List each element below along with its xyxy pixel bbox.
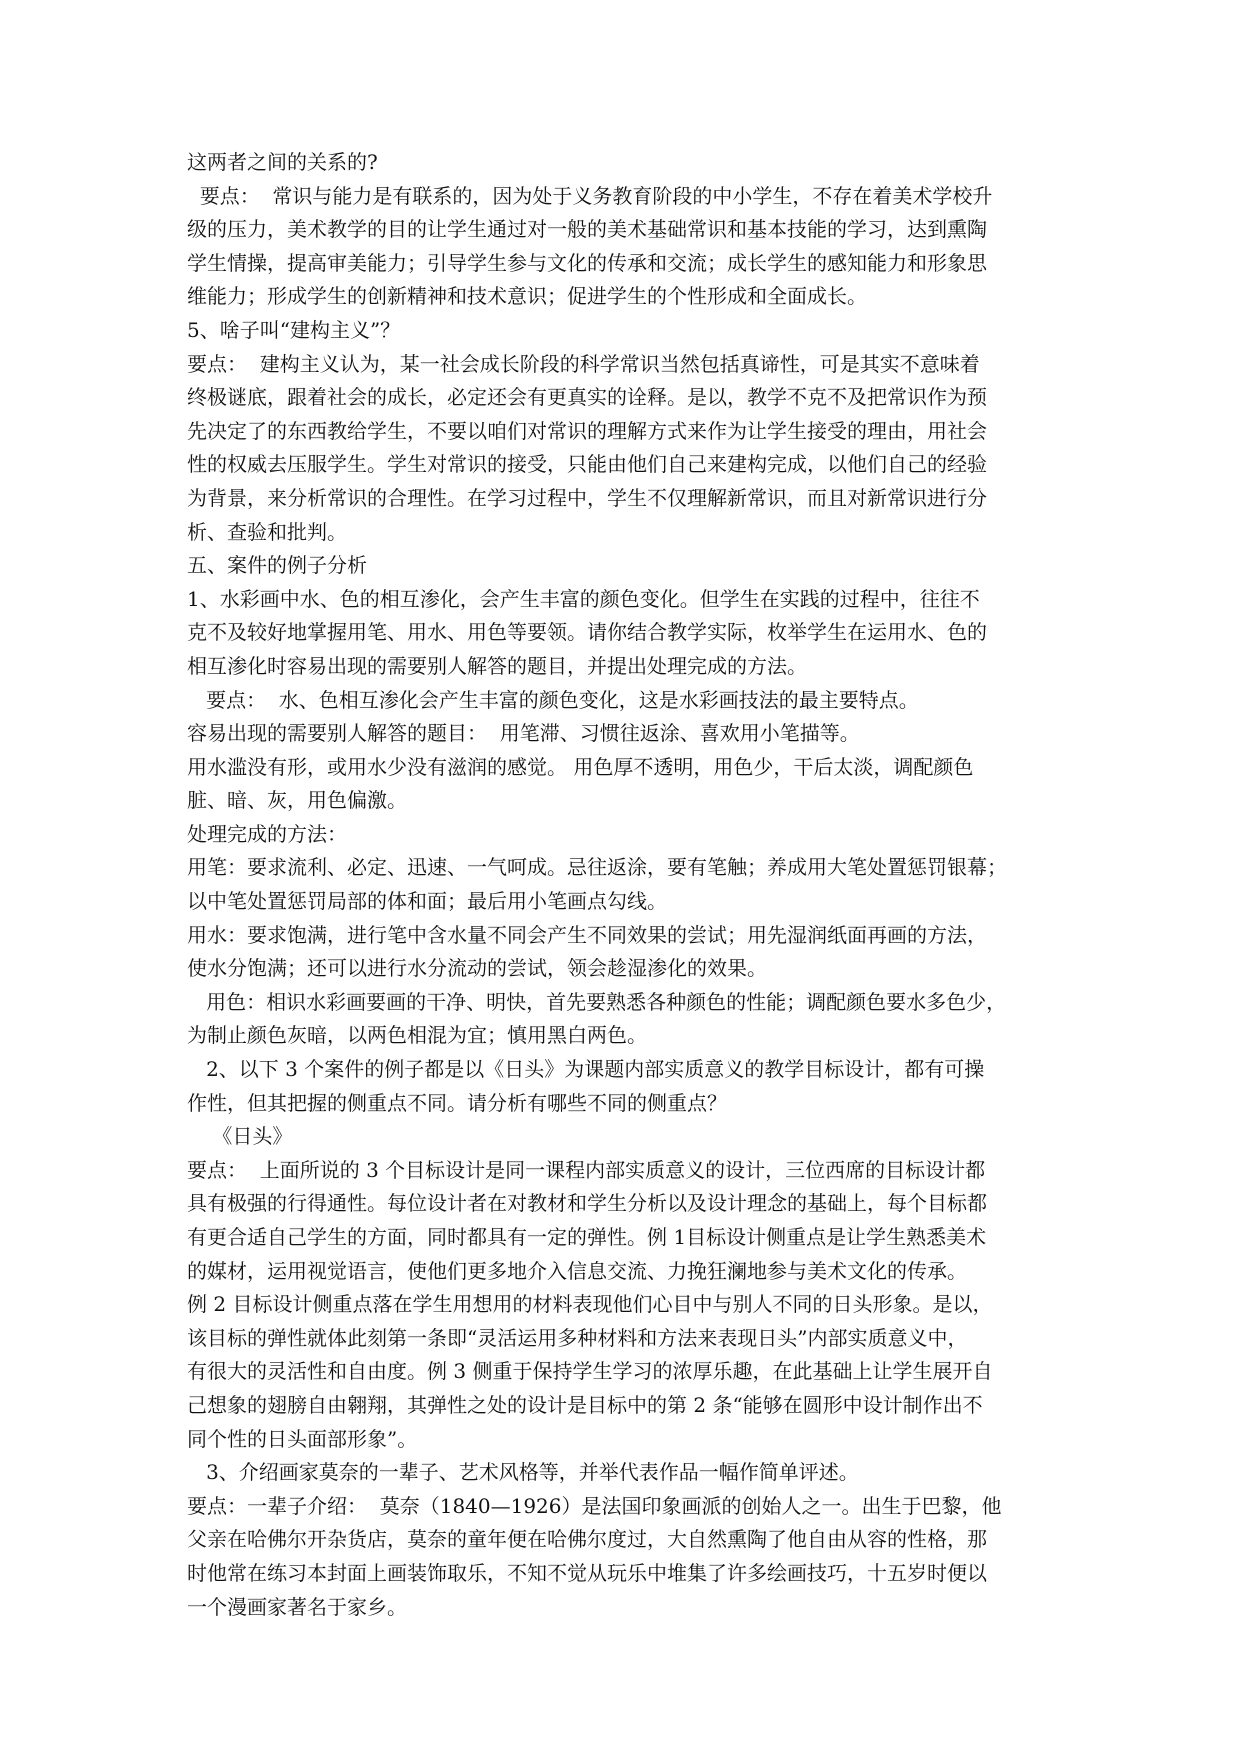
text-line: 有更合适自己学生的方面，同时都具有一定的弹性。例 1目标设计侧重点是让学生熟悉美术 [187, 1225, 987, 1249]
text-line: 作性，但其把握的侧重点不同。请分析有哪些不同的侧重点？ [187, 1090, 727, 1115]
text-line: 时他常在练习本封面上画装饰取乐，不知不觉从玩乐中堆集了许多绘画技巧，十五岁时便以 [187, 1560, 987, 1585]
text-line: 一个漫画家著名于家乡。 [187, 1594, 407, 1619]
text-line: 1、水彩画中水、色的相互渗化，会产生丰富的颜色变化。但学生在实践的过程中，往往不 [187, 586, 980, 611]
section-heading: 五、案件的例子分析 [187, 553, 367, 578]
text-line: 用色：相识水彩画要画的干净、明快，首先要熟悉各种颜色的性能；调配颜色要水多色少， [187, 989, 1007, 1014]
text-line: 要点： 水、色相互渗化会产生丰富的颜色变化，这是水彩画技法的最主要特点。 [187, 687, 919, 712]
text-line: 维能力；形成学生的创新精神和技术意识；促进学生的个性形成和全面成长。 [187, 284, 867, 309]
text-line: 为背景，来分析常识的合理性。在学习过程中，学生不仅理解新常识，而且对新常识进行分 [187, 485, 987, 510]
text-line: 性的权威去压服学生。学生对常识的接受，只能由他们自己来建构完成，以他们自己的经验 [187, 452, 987, 477]
text-line: 例 2 目标设计侧重点落在学生用想用的材料表现他们心目中与别人不同的日头形象。是以， [187, 1292, 993, 1317]
text-line: 使水分饱满；还可以进行水分流动的尝试，领会趁湿渗化的效果。 [187, 956, 767, 981]
text-line: 处理完成的方法： [187, 821, 347, 846]
text-line: 相互渗化时容易出现的需要别人解答的题目，并提出处理完成的方法。 [187, 653, 807, 678]
text-line: 有很大的灵活性和自由度。例 3 侧重于保持学生学习的浓厚乐趣，在此基础上让学生展开自 [187, 1359, 993, 1384]
text-line: 脏、暗、灰，用色偏激。 [187, 788, 407, 813]
text-line: 同个性的日头面部形象”。 [187, 1426, 418, 1451]
text-line: 以中笔处置惩罚局部的体和面；最后用小笔画点勾线。 [187, 889, 667, 914]
text-line: 先决定了的东西教给学生，不要以咱们对常识的理解方式来作为让学生接受的理由，用社会 [187, 418, 987, 443]
text-line: 要点： 上面所说的 3 个目标设计是同一课程内部实质意义的设计，三位西席的目标设计都 [187, 1157, 986, 1182]
text-line: 己想象的翅膀自由翱翔，其弹性之处的设计是目标中的第 2 条“能够在圆形中设计制作出不 [187, 1392, 983, 1417]
text-line: 学生情操，提高审美能力；引导学生参与文化的传承和交流；成长学生的感知能力和形象思 [187, 250, 987, 275]
text-line: 用笔：要求流利、必定、迅速、一气呵成。忌往返涂，要有笔触；养成用大笔处置惩罚银幕； [187, 855, 1007, 880]
text-line: 的媒材，运用视觉语言，使他们更多地介入信息交流、力挽狂澜地参与美术文化的传承。 [187, 1258, 967, 1283]
text-line: 用水滥没有形，或用水少没有滋润的感觉。 用色厚不透明，用色少，干后太淡，调配颜色 [187, 754, 974, 779]
text-line: 容易出现的需要别人解答的题目： 用笔滞、习惯往返涂、喜欢用小笔描等。 [187, 721, 860, 746]
text-line: 用水：要求饱满，进行笔中含水量不同会产生不同效果的尝试；用先湿润纸面再画的方法， [187, 922, 987, 947]
text-line: 要点： 建构主义认为，某一社会成长阶段的科学常识当然包括真谛性，可是其实不意味着 [187, 351, 980, 376]
section-heading: 5、啥子叫“建构主义”？ [187, 317, 401, 342]
text-line: 3、介绍画家莫奈的一辈子、艺术风格等，并举代表作品一幅作简单评述。 [187, 1460, 859, 1485]
text-line: 为制止颜色灰暗，以两色相混为宜；慎用黑白两色。 [187, 1023, 647, 1048]
text-line: 要点：一辈子介绍： 莫奈（1840—1926）是法国印象画派的创始人之一。出生于巴黎，他 [187, 1493, 1002, 1518]
text-line: 终极谜底，跟着社会的成长，必定还会有更真实的诠释。是以，教学不克不及把常识作为预 [187, 385, 987, 410]
text-line: 父亲在哈佛尔开杂货店，莫奈的童年便在哈佛尔度过，大自然熏陶了他自由从容的性格，那 [187, 1527, 987, 1552]
text-line: 2、以下 3 个案件的例子都是以《日头》为课题内部实质意义的教学目标设计，都有可操 [187, 1057, 985, 1082]
text-line: 析、查验和批判。 [187, 519, 347, 544]
text-line: 克不及较好地掌握用笔、用水、用色等要领。请你结合教学实际，枚举学生在运用水、色的 [187, 620, 987, 645]
document-body [187, 146, 1055, 1624]
text-line: 要点： 常识与能力是有联系的，因为处于义务教育阶段的中小学生，不存在着美术学校升 [187, 183, 993, 208]
text-line: 具有极强的行得通性。每位设计者在对教材和学生分析以及设计理念的基础上，每个目标都 [187, 1191, 987, 1216]
text-line: 这两者之间的关系的? [187, 150, 378, 174]
text-line: 该目标的弹性就体此刻第一条即“灵活运用多种材料和方法来表现日头”内部实质意义中， [187, 1325, 968, 1350]
text-line: 级的压力，美术教学的目的让学生通过对一般的美术基础常识和基本技能的学习，达到熏陶 [187, 217, 987, 242]
text-line: 《日头》 [187, 1124, 293, 1149]
